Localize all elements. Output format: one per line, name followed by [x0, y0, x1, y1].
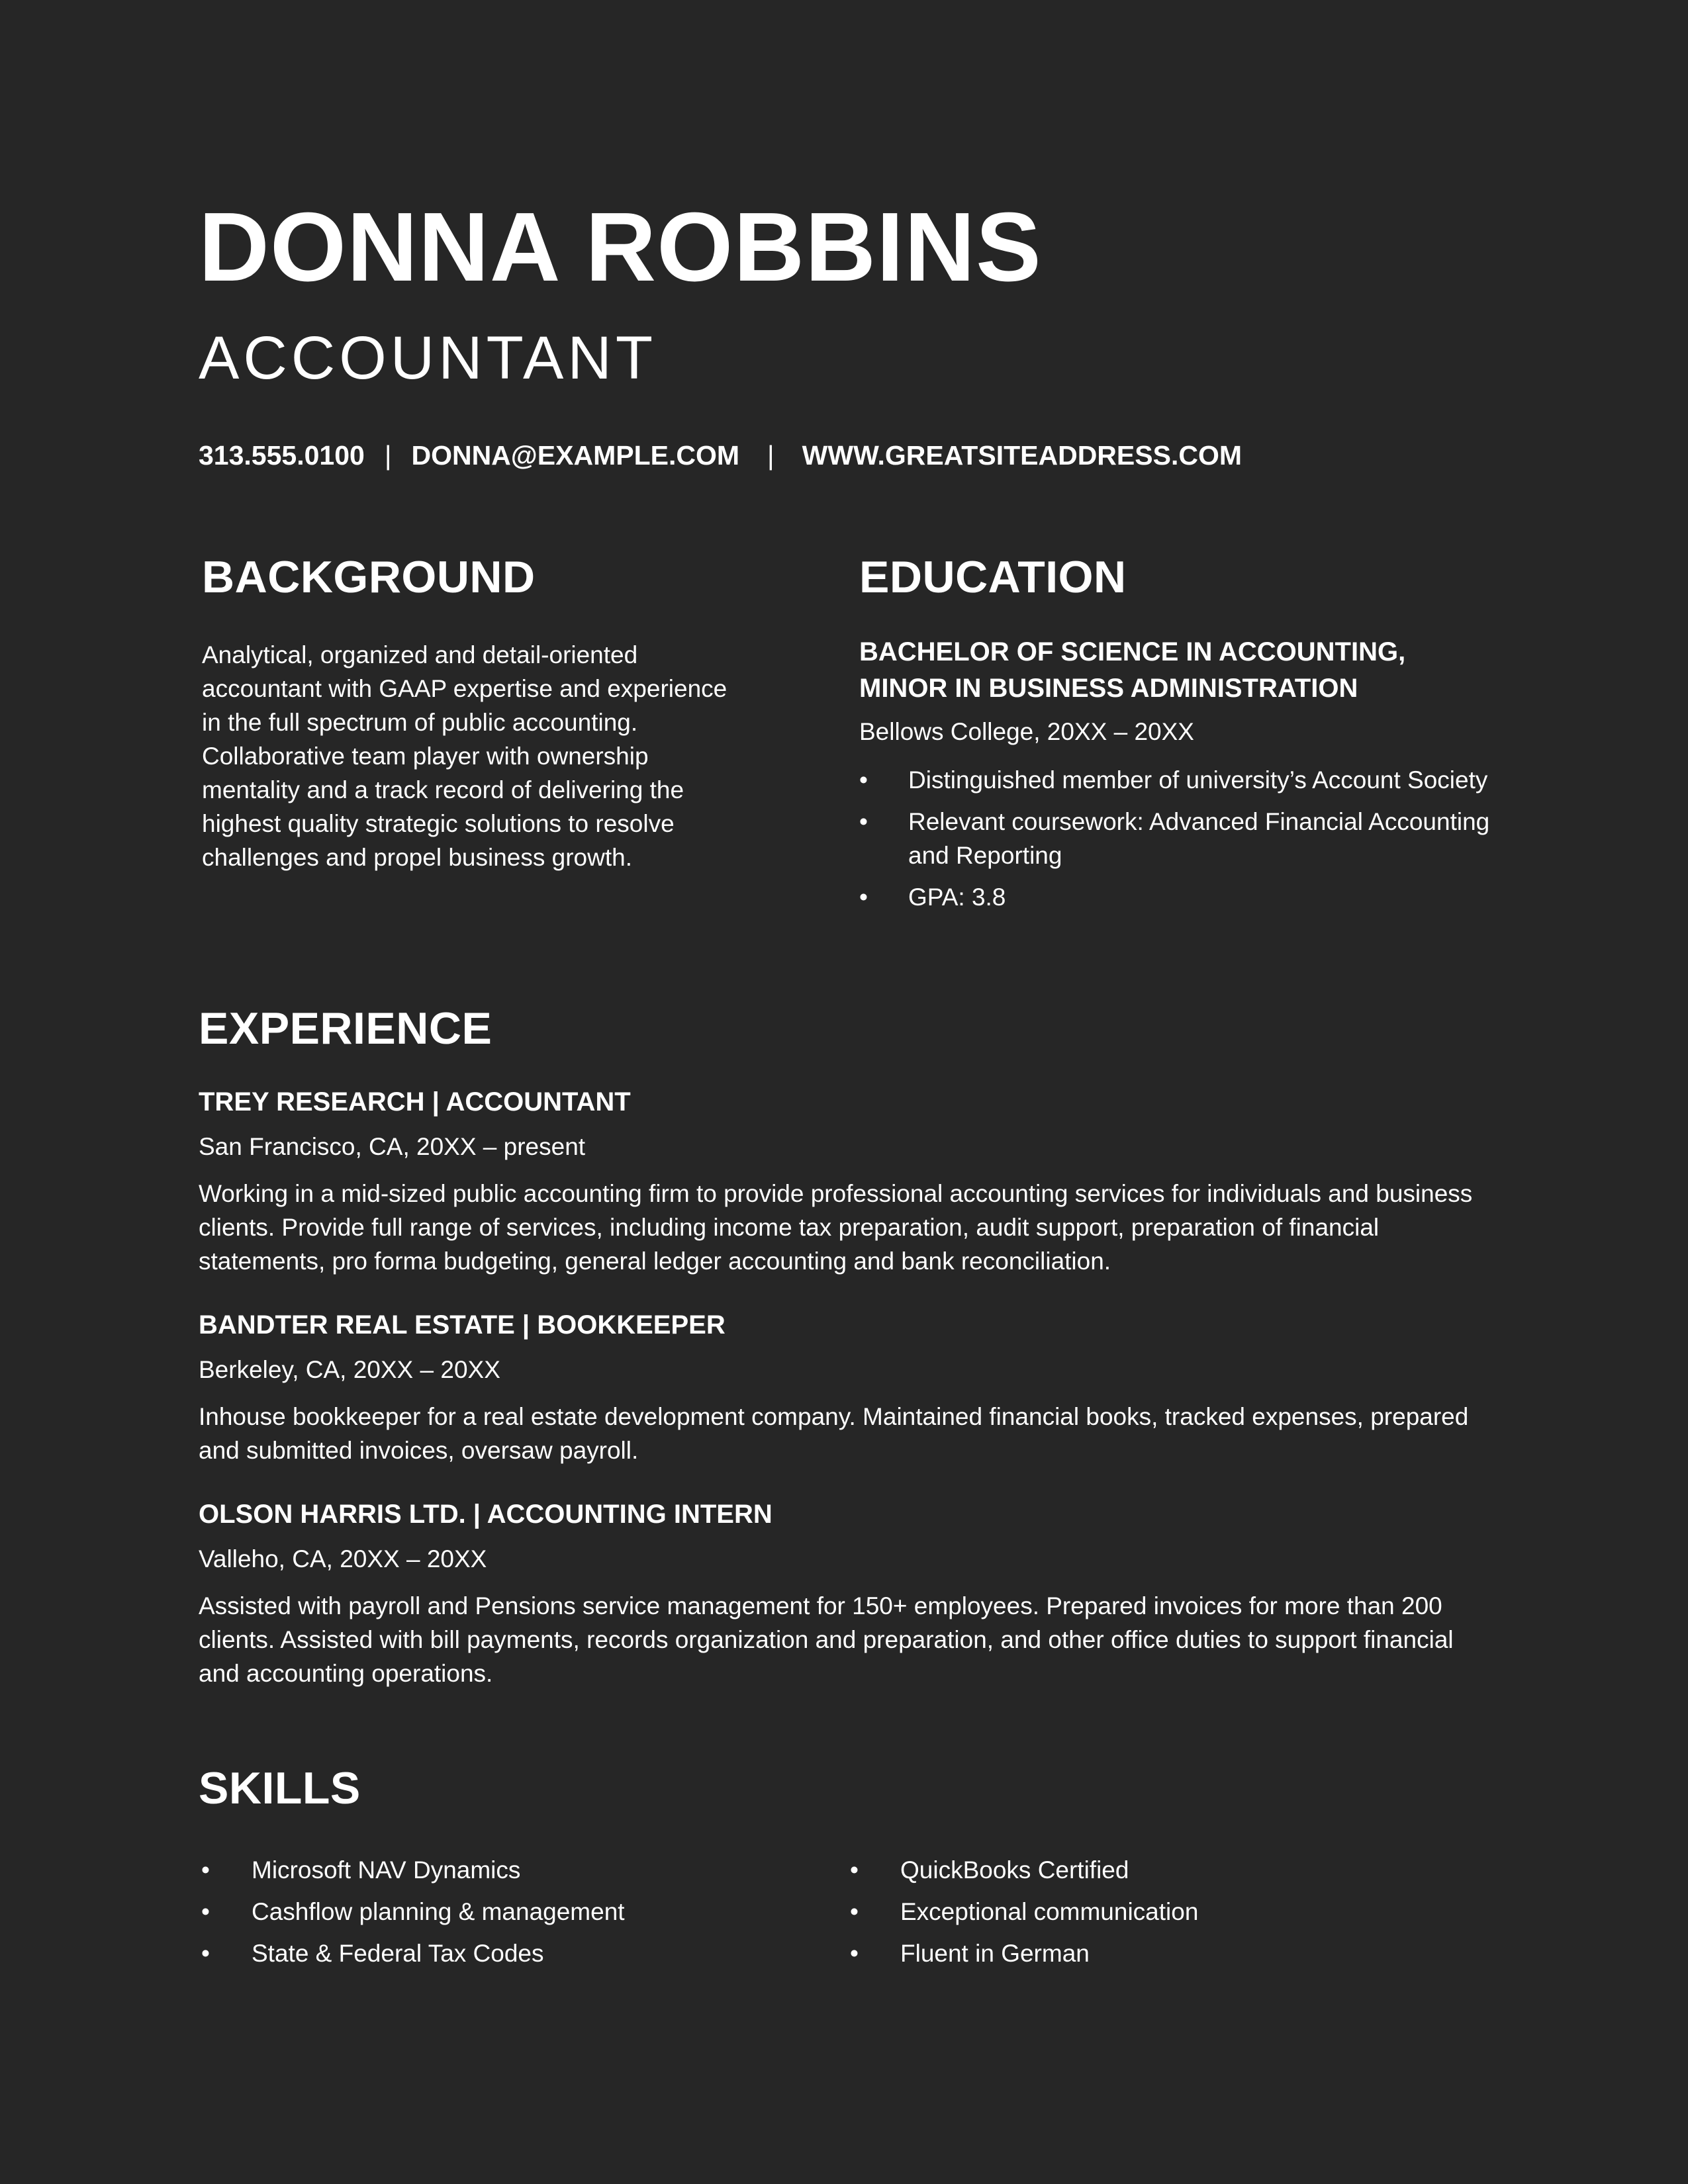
contact-separator: | [767, 440, 774, 471]
bullet-icon: • [201, 1856, 210, 1884]
background-section [202, 552, 745, 874]
experience-section [199, 1003, 1496, 1690]
degree-title: BACHELOR OF SCIENCE IN ACCOUNTING, MINOR IN BUSINESS ADMINISTRATION [859, 637, 1406, 703]
job-entry-description: Working in a mid-sized public accounting firm to provide professional accounting services for individuals and business clients. Provide full range of services, including income tax preparation, audit support, preparation of financial statements, pro forma budgeting, general ledger accounting and bank reconciliation. [199, 1180, 1473, 1275]
list-item [847, 1849, 1496, 1891]
education-section [859, 552, 1495, 922]
job-entry-location: San Francisco, CA, 20XX – present [199, 1133, 586, 1160]
job-entry-description: Inhouse bookkeeper for a real estate development company. Maintained financial books, tracked expenses, prepared and submitted invoices, oversaw payroll. [199, 1403, 1469, 1464]
contact-line [199, 442, 1242, 469]
bullet-icon: • [201, 1898, 210, 1925]
background-summary: Analytical, organized and detail-oriented accountant with GAAP expertise and experience in the full spectrum of public accounting. Collaborative team player with ownership mentality and a track record of delivering the highest quality strategic solutions to resolve challenges and propel business growth. [202, 641, 727, 871]
bullet-icon: • [859, 884, 868, 911]
section-heading-experience: EXPERIENCE [199, 1003, 492, 1054]
education-bullet-text: Distinguished member of university’s Account Society [908, 766, 1488, 794]
job-entry-title: BANDTER REAL ESTATE | BOOKKEEPER [199, 1310, 726, 1340]
skills-column-left [199, 1849, 847, 1974]
job-entry [199, 1084, 1496, 1278]
job-entry [199, 1307, 1496, 1467]
job-entry-location: Valleho, CA, 20XX – 20XX [199, 1545, 487, 1572]
list-item [847, 1891, 1496, 1933]
list-item [847, 1933, 1496, 1974]
section-heading-skills: SKILLS [199, 1763, 361, 1813]
education-bullet-text: GPA: 3.8 [908, 884, 1006, 911]
bullet-icon: • [859, 808, 868, 835]
school-and-dates: Bellows College, 20XX – 20XX [859, 718, 1194, 745]
skills-grid [199, 1849, 1496, 1974]
skill-text: Cashflow planning & management [252, 1898, 625, 1925]
list-item [859, 763, 1495, 797]
section-heading-education: EDUCATION [859, 552, 1127, 602]
list-item [859, 805, 1495, 872]
job-entry-location: Berkeley, CA, 20XX – 20XX [199, 1356, 500, 1383]
phone-number: 313.555.0100 [199, 440, 365, 471]
skill-text: QuickBooks Certified [900, 1856, 1129, 1884]
bullet-icon: • [850, 1856, 859, 1884]
job-entry-title: TREY RESEARCH | ACCOUNTANT [199, 1087, 631, 1116]
skill-text: Exceptional communication [900, 1898, 1199, 1925]
skill-text: Fluent in German [900, 1940, 1090, 1967]
website-address: WWW.GREATSITEADDRESS.COM [802, 440, 1242, 471]
skills-section [199, 1763, 1496, 1974]
job-entry-title: OLSON HARRIS LTD. | ACCOUNTING INTERN [199, 1500, 773, 1529]
education-bullet-text: Relevant coursework: Advanced Financial Accounting and Reporting [908, 808, 1490, 869]
job-entry-description: Assisted with payroll and Pensions service management for 150+ employees. Prepared invoices for more than 200 clients. Assisted with bill payments, records organization and preparation, and other office duties to support financial and accounting operations. [199, 1592, 1454, 1687]
list-item [199, 1891, 847, 1933]
bullet-icon: • [201, 1940, 210, 1967]
education-bullet-list [859, 763, 1495, 914]
job-list [199, 1084, 1496, 1690]
list-item [199, 1933, 847, 1974]
section-heading-background: BACKGROUND [202, 552, 536, 602]
job-title: ACCOUNTANT [199, 324, 657, 392]
job-entry [199, 1496, 1496, 1690]
bullet-icon: • [850, 1940, 859, 1967]
candidate-name: DONNA ROBBINS [199, 193, 1042, 302]
list-item [859, 880, 1495, 914]
list-item [199, 1849, 847, 1891]
email-address: DONNA@EXAMPLE.COM [411, 440, 740, 471]
skill-text: State & Federal Tax Codes [252, 1940, 544, 1967]
skills-column-right [847, 1849, 1496, 1974]
bullet-icon: • [850, 1898, 859, 1925]
contact-separator: | [384, 440, 392, 471]
bullet-icon: • [859, 766, 868, 794]
skill-text: Microsoft NAV Dynamics [252, 1856, 521, 1884]
